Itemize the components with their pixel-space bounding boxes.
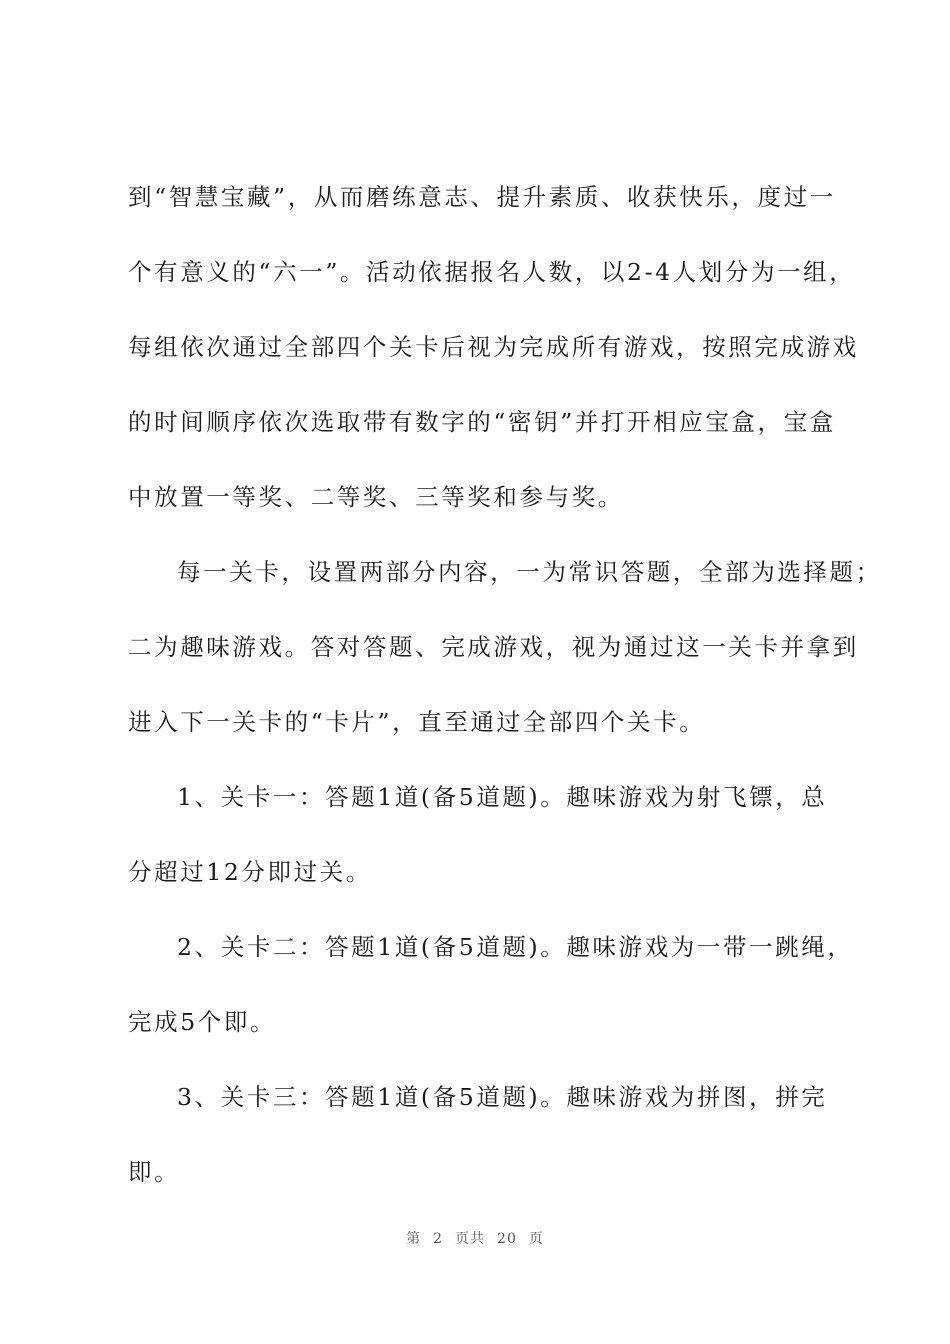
page-number: 2	[433, 1231, 444, 1247]
list-item-line: 1、关卡一：答题1道(备5道题)。趣味游戏为射飞镖，总	[177, 783, 828, 811]
paragraph-line: 的时间顺序依次选取带有数字的“密钥”并打开相应宝盒，宝盒	[128, 408, 836, 436]
paragraph-line: 每一关卡，设置两部分内容，一为常识答题，全部为选择题；	[177, 558, 882, 586]
footer-label: 页	[528, 1231, 544, 1247]
paragraph-line: 二为趣味游戏。答对答题、完成游戏，视为通过这一关卡并拿到	[128, 633, 859, 661]
footer-label: 页共	[455, 1231, 486, 1247]
paragraph-line: 个有意义的“六一”。活动依据报名人数，以2-4人划分为一组，	[128, 258, 856, 286]
page-footer	[0, 1228, 950, 1248]
list-item-line: 即。	[128, 1158, 181, 1186]
paragraph-line: 到“智慧宝藏”，从而磨练意志、提升素质、收获快乐，度过一	[128, 183, 836, 211]
list-item-line: 完成5个即。	[128, 1008, 277, 1036]
list-item-line: 2、关卡二：答题1道(备5道题)。趣味游戏为一带一跳绳，	[177, 933, 854, 961]
list-item-line: 3、关卡三：答题1道(备5道题)。趣味游戏为拼图，拼完	[177, 1083, 828, 1111]
paragraph-line: 每组依次通过全部四个关卡后视为完成所有游戏，按照完成游戏	[128, 333, 859, 361]
paragraph-line: 进入下一关卡的“卡片”，直至通过全部四个关卡。	[128, 708, 706, 736]
list-item-line: 分超过12分即过关。	[128, 858, 372, 886]
footer-label: 第	[406, 1231, 422, 1247]
paragraph-line: 中放置一等奖、二等奖、三等奖和参与奖。	[128, 483, 624, 511]
total-pages: 20	[497, 1231, 517, 1247]
